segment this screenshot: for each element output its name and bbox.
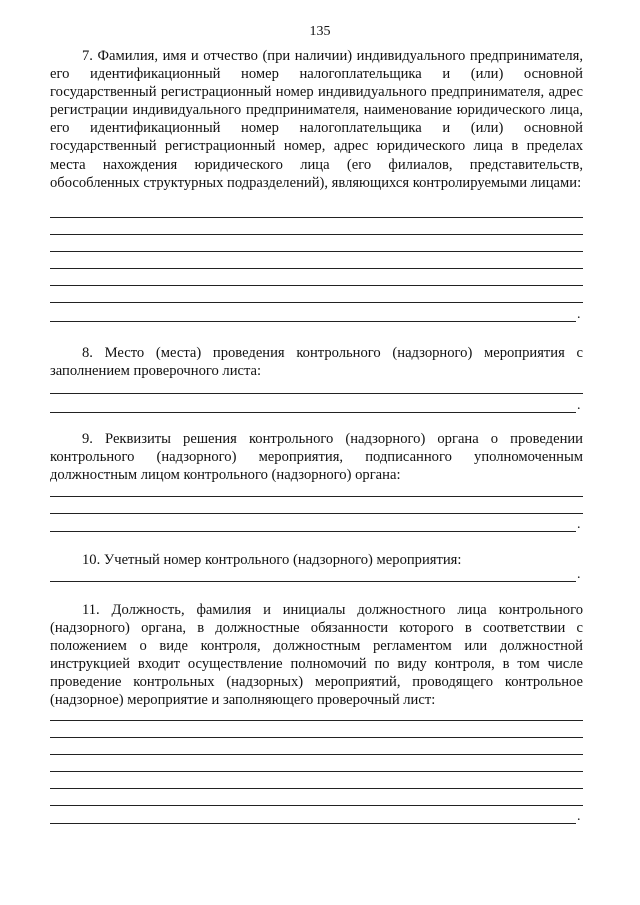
section-8-text: 8. Место (места) проведения контрольного (надзорного) мероприятия с заполнением проверочного листа: <box>50 345 583 380</box>
fill-line[interactable] <box>50 393 583 394</box>
fill-line-last[interactable] <box>50 581 576 582</box>
fill-line[interactable] <box>50 513 583 514</box>
section-8 <box>50 344 583 380</box>
fill-line-last[interactable] <box>50 823 576 824</box>
fill-line[interactable] <box>50 754 583 755</box>
end-mark: . <box>577 567 581 582</box>
end-mark: . <box>577 809 581 824</box>
fill-line[interactable] <box>50 302 583 303</box>
fill-line[interactable] <box>50 285 583 286</box>
section-9 <box>50 430 583 484</box>
fill-line-last[interactable] <box>50 531 576 532</box>
fill-line[interactable] <box>50 268 583 269</box>
fill-line[interactable] <box>50 496 583 497</box>
section-10-text: 10. Учетный номер контрольного (надзорного) мероприятия: <box>82 552 462 568</box>
section-7 <box>50 47 583 192</box>
section-10 <box>50 551 583 569</box>
section-11 <box>50 601 583 710</box>
section-11-text: 11. Должность, фамилия и инициалы должностного лица контрольного (надзорного) органа, в должностные обязанности которого в соответствии с положением о виде контроля, должностным регламентом или должностной инструкцией входит осуществление полномочий по виду контроля, в том числе проведение контрольных (надзорных) мероприятий, проводящего контрольное (надзорное) мероприятие и заполняющего проверочный лист: <box>50 602 583 709</box>
fill-line[interactable] <box>50 251 583 252</box>
fill-line-last[interactable] <box>50 321 576 322</box>
page-number: 135 <box>309 24 331 39</box>
end-mark: . <box>577 307 581 322</box>
end-mark: . <box>577 517 581 532</box>
fill-line-last[interactable] <box>50 412 576 413</box>
section-7-text: 7. Фамилия, имя и отчество (при наличии) индивидуального предпринимателя, его идентификационный номер налогоплательщика и (или) основной государственный регистрационный номер индивидуального предпринимателя, адрес регистрации индивидуального предпринимателя, наименование юридического лица, его идентификационный номер налогоплательщика и (или) основной государственный регистрационный номер, адрес юридического лица в пределах места нахождения юридического лица (его филиалов, представительств, обособленных структурных подразделений), являющихся контролируемыми лицами: <box>50 48 583 191</box>
section-9-text: 9. Реквизиты решения контрольного (надзорного) органа о проведении контрольного (надзорного) мероприятия, подписанного уполномоченным должностным лицом контрольного (надзорного) органа: <box>50 431 583 484</box>
fill-line[interactable] <box>50 720 583 721</box>
fill-line[interactable] <box>50 737 583 738</box>
fill-line[interactable] <box>50 217 583 218</box>
fill-line[interactable] <box>50 234 583 235</box>
fill-line[interactable] <box>50 771 583 772</box>
fill-line[interactable] <box>50 788 583 789</box>
end-mark: . <box>577 398 581 413</box>
fill-line[interactable] <box>50 805 583 806</box>
